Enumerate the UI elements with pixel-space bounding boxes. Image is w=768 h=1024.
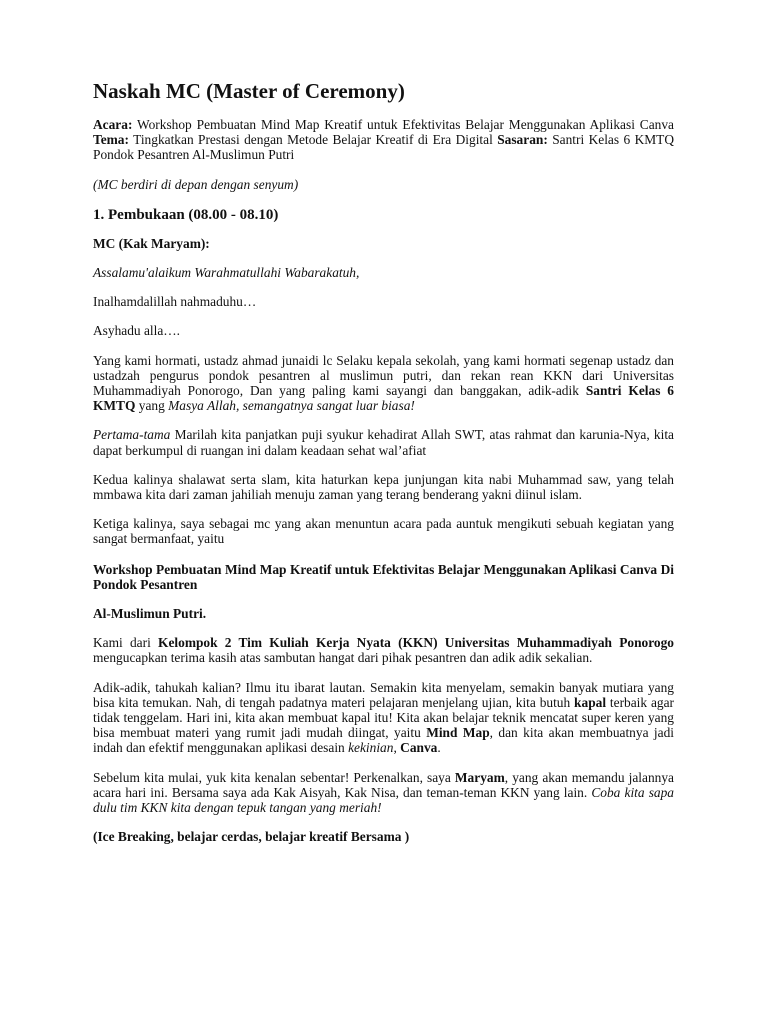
event-info [93,117,674,163]
analogy-paragraph [93,680,674,756]
sasaran-text: Santri Kelas 6 KMTQ Pondok Pesantren Al-Muslimun Putri [93,132,674,163]
respect-text-a: Yang kami hormati, ustadz ahmad junaidi lc Selaku kepala sekolah, yang kami hormati segenap ustadz dan ustadzah pengurus pondok pesantren al muslimun putri, dan rekan rean KKN dari Universitas Muhammadiyah Ponorogo, Dan yang paling kami sayangi dan banggakan, adik-adik [93,352,674,399]
kami-paragraph [93,635,674,665]
respect-paragraph [93,353,674,414]
pertama-paragraph [93,427,674,457]
analogy-text-e: . [437,740,441,756]
syahadat-line: Asyhadu alla…. [93,323,181,339]
workshop-place: Al-Muslimun Putri. [93,606,207,622]
pertama-italic: Pertama-tama [93,427,171,443]
analogy-text-a: Adik-adik, tahukah kalian? Ilmu itu ibarat lautan. Semakin kita menyelam, semakin banyak mutiara yang bisa kita temukan. Nah, di tengah padatnya materi pelajaran menjelang ujian, kita butuh [93,679,674,710]
hamdalah-line: Inalhamdalillah nahmaduhu… [93,294,257,310]
kami-bold: Kelompok 2 Tim Kuliah Kerja Nyata (KKN) Universitas Muhammadiyah Ponorogo [158,635,675,651]
intro-team-text-a: Sebelum kita mulai, yuk kita kenalan sebentar! Perkenalkan, saya [93,769,455,785]
stage-direction: (MC berdiri di depan dengan senyum) [93,176,299,192]
kami-text-b: mengucapkan terima kasih atas sambutan hangat dari pihak pesantren dan adik adik sekalian. [93,650,593,666]
sasaran-label: Sasaran: [497,132,548,148]
workshop-title: Workshop Pembuatan Mind Map Kreatif untuk Efektivitas Belajar Menggunakan Aplikasi Canva Di Pondok Pesantren [93,561,674,592]
kedua-paragraph: Kedua kalinya shalawat serta slam, kita haturkan kepa junjungan kita nabi Muhammad saw, yang telah mmbawa kita dari zaman jahiliah menuju zaman yang terang benderang yakni diinul islam. [93,471,674,503]
intro-team-text-b: , yang akan memandu jalannya acara hari ini. Bersama saya ada Kak Aisyah, Kak Nisa, dan teman-teman KKN yang lain. [93,769,674,800]
acara-text: Workshop Pembuatan Mind Map Kreatif untuk Efektivitas Belajar Menggunakan Aplikasi Canva [132,117,674,132]
analogy-text-c: , dan kita akan membuatnya jadi indah dan efektif menggunakan aplikasi desain [93,725,674,756]
respect-text-b: yang [135,398,169,414]
analogy-bold-canva: Canva [400,740,438,756]
analogy-bold-mindmap: Mind Map [426,725,490,741]
respect-italic: Masya Allah, semangatnya sangat luar biasa! [168,398,415,414]
ketiga-paragraph: Ketiga kalinya, saya sebagai mc yang akan menuntun acara pada auntuk mengikuti sebuah kegiatan yang sangat bermanfaat, yaitu [93,516,674,547]
acara-label: Acara: [93,117,133,132]
intro-team-paragraph [93,770,674,816]
pertama-text: Marilah kita panjatkan puji syukur kehadirat Allah SWT, atas rahmat dan karunia-Nya, kita dapat berkumpul di ruangan ini dalam keadaan sehat wal’afiat [93,427,674,458]
section-heading-pembukaan: 1. Pembukaan (08.00 - 08.10) [93,206,279,223]
analogy-text-b: terbaik agar tidak tenggelam. Hari ini, kita akan membuat kapal itu! Kita akan belajar teknik mencatat super keren yang bisa membuat materi yang rumit jadi mudah diingat, yaitu [93,694,674,741]
analogy-text-d: , [393,740,401,756]
greeting-line: Assalamu'alaikum Warahmatullahi Wabarakatuh, [93,265,360,281]
ice-breaking-line: (Ice Breaking, belajar cerdas, belajar kreatif Bersama ) [93,829,410,845]
tema-label: Tema: [93,132,129,148]
tema-text: Tingkatkan Prestasi dengan Metode Belajar Kreatif di Era Digital [128,132,498,148]
analogy-bold-kapal: kapal [574,694,607,710]
document-title: Naskah MC (Master of Ceremony) [93,79,405,103]
intro-team-bold: Maryam [454,769,505,785]
kami-text-a: Kami dari [93,635,159,651]
speaker-label: MC (Kak Maryam): [93,235,210,251]
intro-team-italic: Coba kita sapa dulu tim KKN kita dengan tepuk tangan yang meriah! [93,784,674,816]
respect-bold: Santri Kelas 6 KMTQ [93,383,674,414]
analogy-italic: kekinian [348,740,394,756]
